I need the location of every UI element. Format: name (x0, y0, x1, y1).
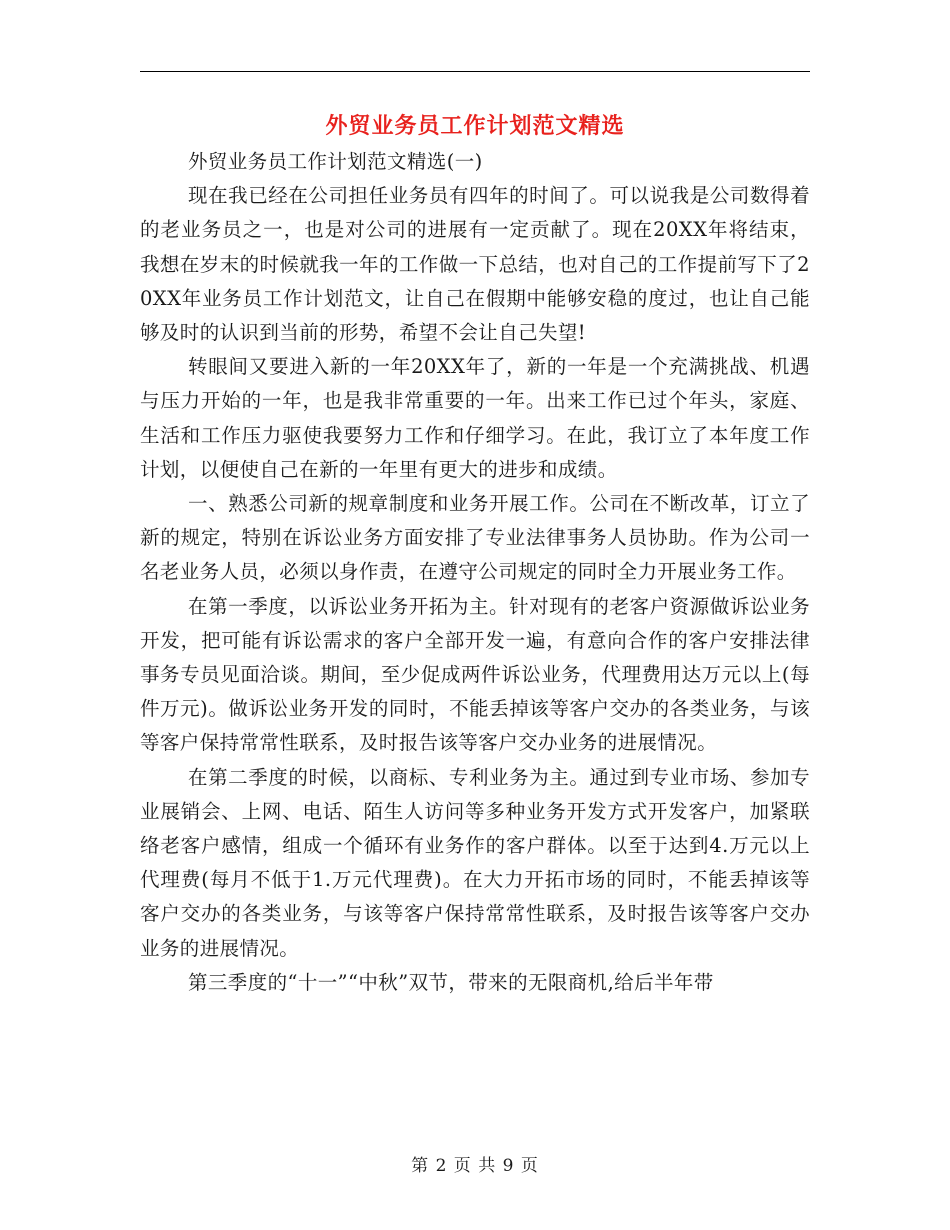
section-heading: 外贸业务员工作计划范文精选(一) (188, 150, 483, 173)
page-number-footer: 第 2 页 共 9 页 (411, 1156, 539, 1176)
document-body (140, 145, 810, 1000)
paragraph: 在第一季度，以诉讼业务开拓为主。针对现有的老客户资源做诉讼业务开发，把可能有诉讼需求的客户全部开发一遍，有意向合作的客户安排法律事务专员见面洽谈。期间，至少促成两件诉讼业务，代理费用达万元以上(每件万元)。做诉讼业务开发的同时，不能丢掉该等客户交办的各类业务，与该等客户保持常常性联系，及时报告该等客户交办业务的进展情况。 (140, 594, 810, 755)
document-title: 外贸业务员工作计划范文精选 (325, 113, 625, 139)
paragraph: 在第二季度的时候，以商标、专利业务为主。通过到专业市场、参加专业展销会、上网、电话、陌生人访问等多种业务开发方式开发客户，加紧联络老客户感情，组成一个循环有业务作的客户群体。以至于达到4.万元以上代理费(每月不低于1.万元代理费)。在大力开拓市场的同时，不能丢掉该等客户交办的各类业务，与该等客户保持常常性联系，及时报告该等客户交办业务的进展情况。 (140, 765, 810, 960)
paragraph: 转眼间又要进入新的一年20XX年了，新的一年是一个充满挑战、机遇与压力开始的一年，也是我非常重要的一年。出来工作已过个年头，家庭、生活和工作压力驱使我要努力工作和仔细学习。在此，我订立了本年度工作计划，以便使自己在新的一年里有更大的进步和成绩。 (140, 355, 810, 481)
paragraph: 现在我已经在公司担任业务员有四年的时间了。可以说我是公司数得着的老业务员之一，也是对公司的进展有一定贡献了。现在20XX年将结束，我想在岁末的时候就我一年的工作做一下总结，也对自己的工作提前写下了20XX年业务员工作计划范文，让自己在假期中能够安稳的度过，也让自己能够及时的认识到当前的形势，希望不会让自己失望! (140, 184, 810, 345)
paragraph: 一、熟悉公司新的规章制度和业务开展工作。公司在不断改革，订立了新的规定，特别在诉讼业务方面安排了专业法律事务人员协助。作为公司一名老业务人员，必须以身作责，在遵守公司规定的同时全力开展业务工作。 (140, 492, 810, 584)
header-rule (140, 71, 810, 72)
paragraph: 第三季度的“十一”“中秋”双节，带来的无限商机,给后半年带 (188, 970, 714, 994)
